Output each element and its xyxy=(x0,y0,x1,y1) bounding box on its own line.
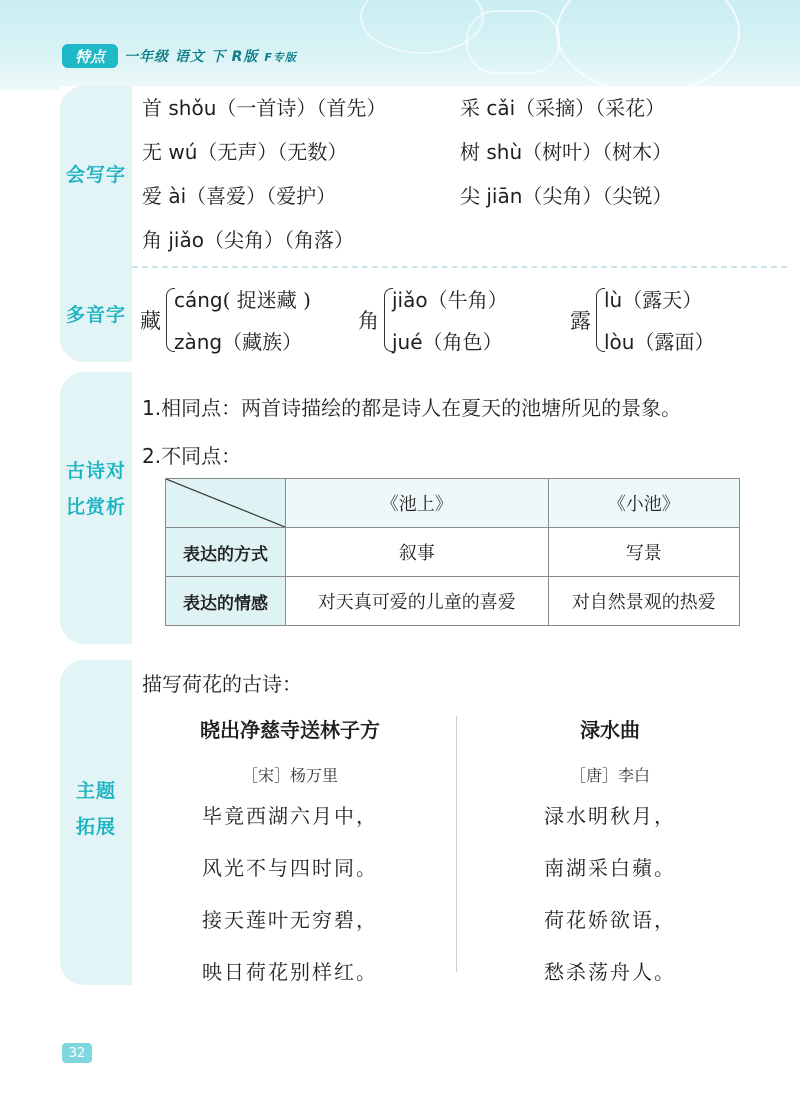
pinyin: jiǎo xyxy=(168,228,204,252)
table-cell: 叙事 xyxy=(286,528,549,577)
theme-label-line2: 拓展 xyxy=(75,816,116,838)
write-char-entry xyxy=(460,136,672,165)
polyphones-label: 多音字 xyxy=(65,304,126,326)
section-divider xyxy=(132,266,787,268)
point-text: 不同点： xyxy=(161,444,242,468)
pinyin: lù xyxy=(604,288,623,312)
brand-logo: 特点 xyxy=(62,44,118,68)
write-char-entry xyxy=(142,224,354,253)
diagonal-line xyxy=(166,479,285,527)
character: 尖 xyxy=(460,184,480,208)
row-header: 表达的情感 xyxy=(166,577,286,626)
polyphone-character: 藏 xyxy=(140,309,161,333)
example-word: （牛角） xyxy=(427,288,508,312)
compare-label-line1: 古诗对 xyxy=(65,460,126,482)
example-word: ( 捉迷藏 ) xyxy=(222,288,311,312)
example-word: （露面） xyxy=(634,330,715,354)
point-number: 1. xyxy=(142,396,162,420)
book-info xyxy=(124,46,297,66)
poem-author: ［唐］李白 xyxy=(569,766,650,785)
polyphone-reading xyxy=(392,284,508,313)
table-header-row xyxy=(166,479,740,528)
character: 首 xyxy=(142,96,162,120)
example-word: （露天） xyxy=(622,288,703,312)
write-chars-label: 会写字 xyxy=(65,164,126,186)
example-words: （无声）（无数） xyxy=(197,140,348,164)
table-cell: 写景 xyxy=(548,528,739,577)
poem-left xyxy=(150,714,430,998)
polyphone-reading xyxy=(174,326,302,355)
table-cell: 对自然景观的热爱 xyxy=(548,577,739,626)
column-header: 《小池》 xyxy=(548,479,739,528)
poem-line: 南湖采白蘋。 xyxy=(544,856,676,880)
example-words: （尖角）（角落） xyxy=(203,228,354,252)
point-number: 2. xyxy=(142,444,162,468)
theme-label-line1: 主题 xyxy=(75,780,116,802)
pinyin: zàng xyxy=(174,330,223,354)
character: 爱 xyxy=(142,184,162,208)
polyphone-reading xyxy=(604,326,714,355)
example-words: （尖角）（尖锐） xyxy=(522,184,673,208)
pinyin: cáng xyxy=(174,288,223,312)
poem-line: 映日荷花别样红。 xyxy=(202,960,378,984)
example-word: （藏族） xyxy=(222,330,303,354)
compare-label-line2: 比赏析 xyxy=(65,496,126,518)
poem-line: 渌水明秋月， xyxy=(544,804,676,828)
pinyin: ài xyxy=(168,184,187,208)
example-word: （角色） xyxy=(422,330,503,354)
point-text: 相同点：两首诗描绘的都是诗人在夏天的池塘所见的景象。 xyxy=(161,396,682,420)
poem-title: 渌水曲 xyxy=(580,718,640,742)
character: 无 xyxy=(142,140,162,164)
poem-line: 接天莲叶无穷碧， xyxy=(202,908,378,932)
table-cell: 对天真可爱的儿童的喜爱 xyxy=(286,577,549,626)
pinyin: jiǎo xyxy=(392,288,428,312)
polyphone-reading xyxy=(174,284,311,313)
poem-divider xyxy=(456,716,457,972)
polyphone-character: 角 xyxy=(358,309,379,333)
character: 采 xyxy=(460,96,480,120)
theme-intro: 描写荷花的古诗： xyxy=(142,672,302,696)
example-words: （采摘）（采花） xyxy=(515,96,666,120)
write-char-entry xyxy=(460,180,672,209)
write-char-entry xyxy=(460,92,665,121)
poem-line: 愁杀荡舟人。 xyxy=(544,960,676,984)
grade-subject: 一年级 语文 下 R版 xyxy=(124,49,259,65)
comparison-table xyxy=(165,478,740,626)
poem-right xyxy=(480,714,740,998)
header-decoration xyxy=(556,0,740,90)
poem-body xyxy=(480,790,740,998)
poem-author: ［宋］杨万里 xyxy=(241,766,338,785)
page-number: 32 xyxy=(62,1043,92,1063)
table-row xyxy=(166,528,740,577)
pinyin: jué xyxy=(392,330,423,354)
pinyin: shǒu xyxy=(168,96,217,120)
polyphone-reading xyxy=(604,284,702,313)
write-char-entry xyxy=(142,180,336,209)
character: 树 xyxy=(460,140,480,164)
pinyin: lòu xyxy=(604,330,635,354)
poem-line: 荷花娇欲语， xyxy=(544,908,676,932)
pinyin: wú xyxy=(168,140,198,164)
difference-point xyxy=(142,440,241,469)
diagonal-corner-cell xyxy=(166,479,286,528)
page-header xyxy=(0,0,800,90)
poem-line: 毕竟西湖六月中， xyxy=(202,804,378,828)
polyphone-character: 露 xyxy=(570,309,591,333)
book-brand xyxy=(62,44,297,68)
edition: F专版 xyxy=(264,51,297,64)
pinyin: cǎi xyxy=(486,96,516,120)
example-words: （树叶）（树木） xyxy=(522,140,673,164)
column-header: 《池上》 xyxy=(286,479,549,528)
write-char-entry xyxy=(142,92,386,121)
poem-body xyxy=(150,790,430,998)
polyphone-reading xyxy=(392,326,503,355)
row-header: 表达的方式 xyxy=(166,528,286,577)
example-words: （一首诗）（首先） xyxy=(216,96,387,120)
poem-title: 晓出净慈寺送林子方 xyxy=(200,718,380,742)
pinyin: shù xyxy=(486,140,523,164)
poem-line: 风光不与四时同。 xyxy=(202,856,378,880)
pinyin: jiān xyxy=(486,184,523,208)
similarity-point xyxy=(142,392,681,421)
write-char-entry xyxy=(142,136,347,165)
table-row xyxy=(166,577,740,626)
example-words: （喜爱）（爱护） xyxy=(186,184,337,208)
character: 角 xyxy=(142,228,162,252)
